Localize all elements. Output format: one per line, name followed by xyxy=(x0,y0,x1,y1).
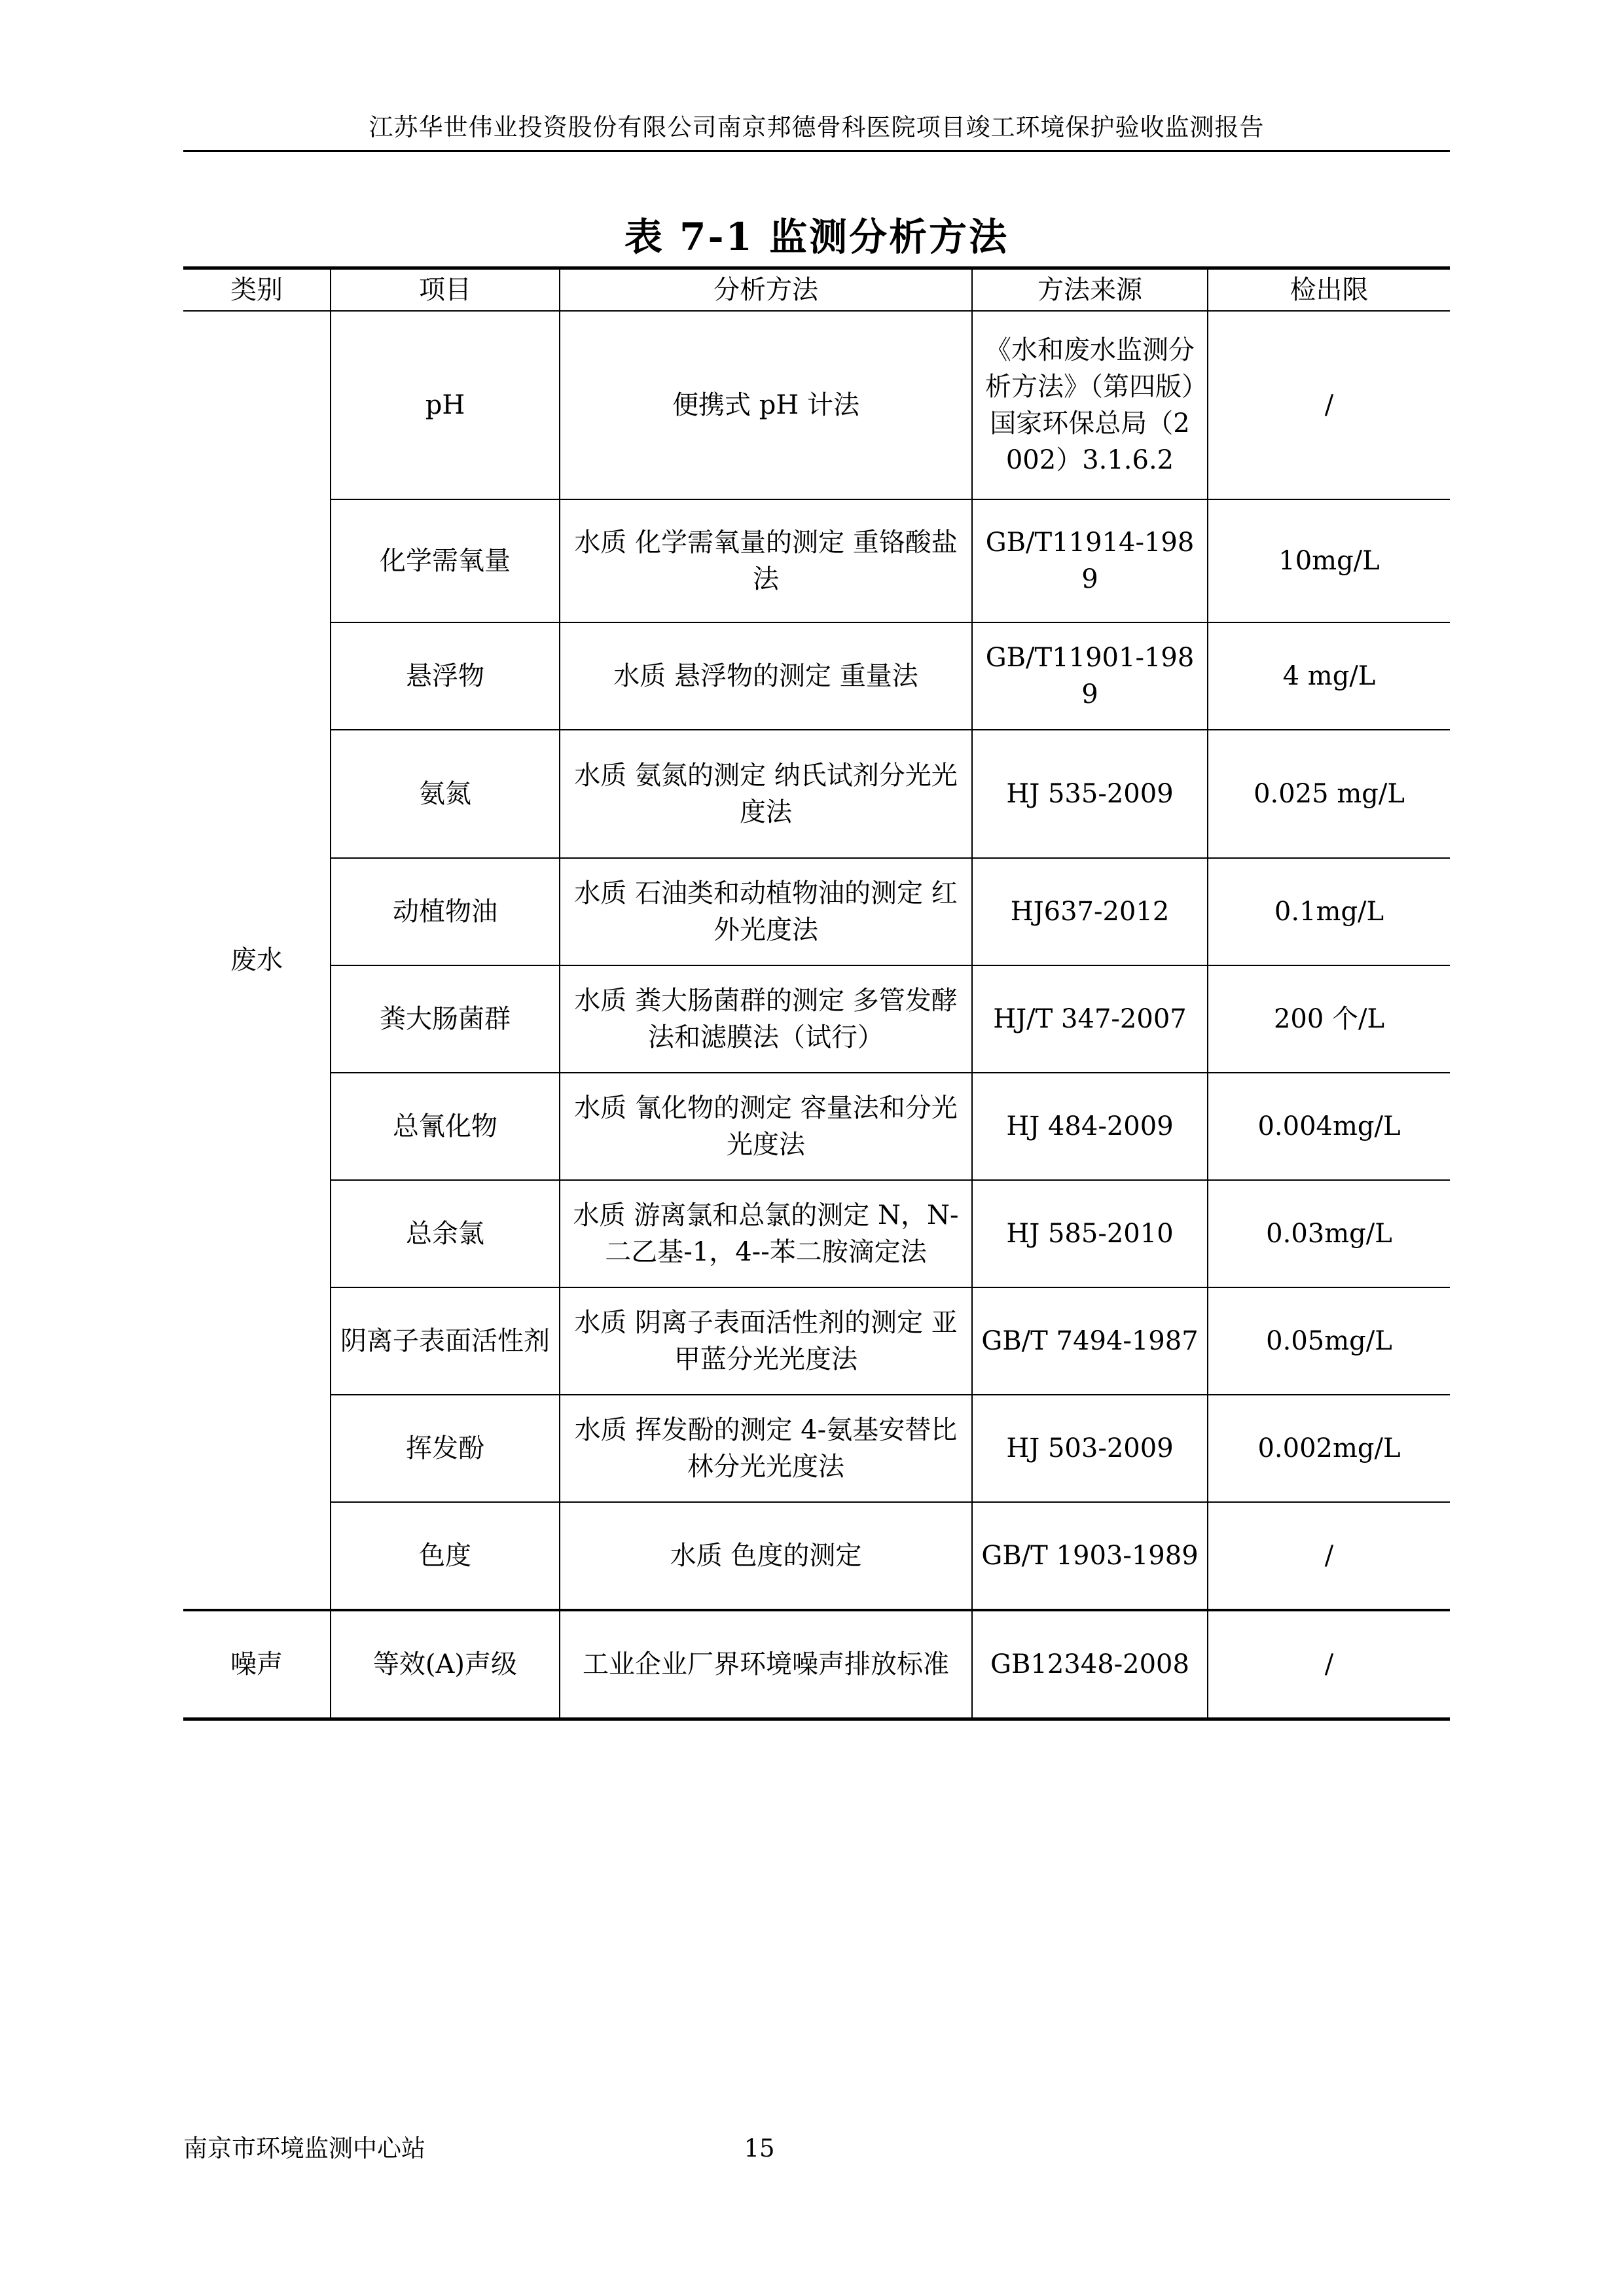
limit-cell: / xyxy=(1208,1610,1450,1719)
table-row xyxy=(183,1502,1450,1610)
method-cell: 水质 粪大肠菌群的测定 多管发酵法和滤膜法（试行） xyxy=(560,965,972,1073)
limit-cell: / xyxy=(1208,311,1450,499)
column-header-limit: 检出限 xyxy=(1208,268,1450,312)
limit-cell: 0.1mg/L xyxy=(1208,858,1450,965)
limit-cell: / xyxy=(1208,1502,1450,1610)
source-cell: HJ 535-2009 xyxy=(972,730,1208,858)
source-cell: GB/T11914-1989 xyxy=(972,499,1208,622)
item-cell: pH xyxy=(331,311,560,499)
table-row xyxy=(183,499,1450,622)
table-row xyxy=(183,1395,1450,1502)
item-cell: 总余氯 xyxy=(331,1180,560,1287)
method-cell: 水质 色度的测定 xyxy=(560,1502,972,1610)
source-cell: HJ/T 347-2007 xyxy=(972,965,1208,1073)
item-cell: 化学需氧量 xyxy=(331,499,560,622)
limit-cell: 0.004mg/L xyxy=(1208,1073,1450,1180)
table-row xyxy=(183,622,1450,730)
method-cell: 工业企业厂界环境噪声排放标准 xyxy=(560,1610,972,1719)
source-cell: GB12348-2008 xyxy=(972,1610,1208,1719)
column-header-category: 类别 xyxy=(183,268,331,312)
limit-cell: 0.025 mg/L xyxy=(1208,730,1450,858)
table-row xyxy=(183,730,1450,858)
limit-cell: 0.002mg/L xyxy=(1208,1395,1450,1502)
limit-cell: 4 mg/L xyxy=(1208,622,1450,730)
footer-page-number: 15 xyxy=(744,2134,775,2162)
method-cell: 水质 游离氯和总氯的测定 N，N-二乙基-1，4--苯二胺滴定法 xyxy=(560,1180,972,1287)
item-cell: 阴离子表面活性剂 xyxy=(331,1287,560,1395)
method-cell: 便携式 pH 计法 xyxy=(560,311,972,499)
column-header-source: 方法来源 xyxy=(972,268,1208,312)
source-cell: HJ 503-2009 xyxy=(972,1395,1208,1502)
method-cell: 水质 石油类和动植物油的测定 红外光度法 xyxy=(560,858,972,965)
table-row xyxy=(183,858,1450,965)
page-header-title: 江苏华世伟业投资股份有限公司南京邦德骨科医院项目竣工环境保护验收监测报告 xyxy=(369,113,1265,141)
source-cell: GB/T11901-1989 xyxy=(972,622,1208,730)
limit-cell: 0.03mg/L xyxy=(1208,1180,1450,1287)
item-cell: 挥发酚 xyxy=(331,1395,560,1502)
table-title: 表 7-1 监测分析方法 xyxy=(624,215,1009,259)
item-cell: 等效(A)声级 xyxy=(331,1610,560,1719)
header-rule xyxy=(183,150,1450,152)
source-cell: 《水和废水监测分析方法》（第四版）国家环保总局（2002）3.1.6.2 xyxy=(972,311,1208,499)
method-cell: 水质 阴离子表面活性剂的测定 亚甲蓝分光光度法 xyxy=(560,1287,972,1395)
table-row xyxy=(183,1610,1450,1719)
table-row xyxy=(183,1287,1450,1395)
source-cell: GB/T 7494-1987 xyxy=(972,1287,1208,1395)
item-cell: 动植物油 xyxy=(331,858,560,965)
source-cell: GB/T 1903-1989 xyxy=(972,1502,1208,1610)
source-cell: HJ637-2012 xyxy=(972,858,1208,965)
category-cell-wastewater: 废水 xyxy=(183,311,331,1610)
method-cell: 水质 挥发酚的测定 4-氨基安替比林分光光度法 xyxy=(560,1395,972,1502)
footer-station-name: 南京市环境监测中心站 xyxy=(183,2134,425,2162)
limit-cell: 0.05mg/L xyxy=(1208,1287,1450,1395)
table-row xyxy=(183,965,1450,1073)
method-cell: 水质 氨氮的测定 纳氏试剂分光光度法 xyxy=(560,730,972,858)
item-cell: 悬浮物 xyxy=(331,622,560,730)
monitoring-methods-table xyxy=(183,266,1450,1721)
column-header-method: 分析方法 xyxy=(560,268,972,312)
table-header-row xyxy=(183,268,1450,312)
table-row xyxy=(183,311,1450,499)
limit-cell: 200 个/L xyxy=(1208,965,1450,1073)
category-cell-noise: 噪声 xyxy=(183,1610,331,1719)
table-row xyxy=(183,1073,1450,1180)
method-cell: 水质 悬浮物的测定 重量法 xyxy=(560,622,972,730)
limit-cell: 10mg/L xyxy=(1208,499,1450,622)
method-cell: 水质 氰化物的测定 容量法和分光光度法 xyxy=(560,1073,972,1180)
item-cell: 总氰化物 xyxy=(331,1073,560,1180)
item-cell: 粪大肠菌群 xyxy=(331,965,560,1073)
method-cell: 水质 化学需氧量的测定 重铬酸盐法 xyxy=(560,499,972,622)
item-cell: 色度 xyxy=(331,1502,560,1610)
source-cell: HJ 484-2009 xyxy=(972,1073,1208,1180)
item-cell: 氨氮 xyxy=(331,730,560,858)
source-cell: HJ 585-2010 xyxy=(972,1180,1208,1287)
table-row xyxy=(183,1180,1450,1287)
column-header-item: 项目 xyxy=(331,268,560,312)
